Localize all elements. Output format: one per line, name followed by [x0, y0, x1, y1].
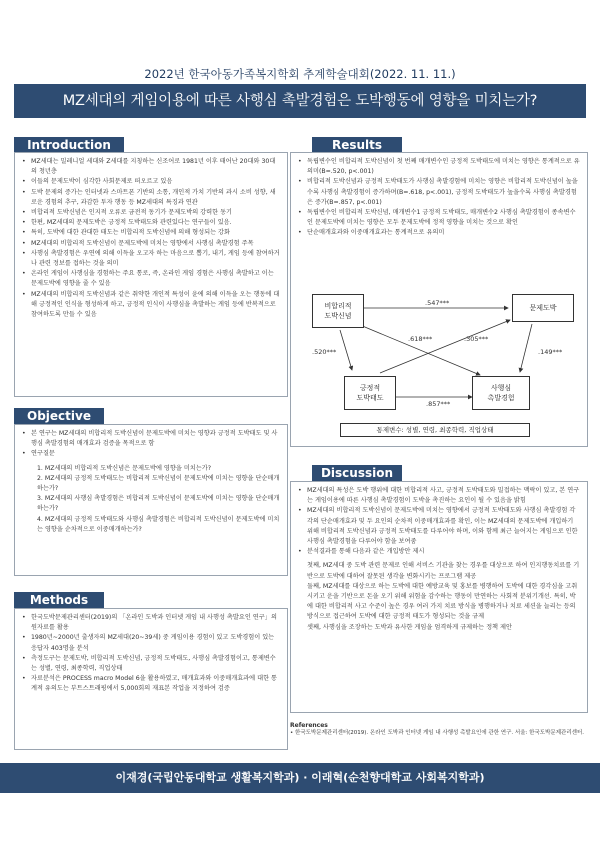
- objective-list: [15, 425, 287, 464]
- list-item: • 비합리적 도박신념과 긍정적 도박태도가 사행심 촉발경험에 미치는 영향은 비합리적 도박신념이 높을수록 사행심 촉발경험이 증가하며(B=.618, p<.001), 긍정적 도박태도가 높을수록 사행심 촉발경험은 증가(B=.857, p<.001): [307, 177, 581, 208]
- control-variables: 통제변수: 성별, 연령, 최종학력, 직업상태: [340, 423, 530, 437]
- coef-label: .520***: [312, 348, 337, 356]
- discussion-sub: [291, 561, 587, 632]
- conference-info: 2022년 한국아동가족복지학회 추계학술대회(2022. 11. 11.): [144, 67, 456, 81]
- list-item: • 이들의 문제도박이 심각한 사회문제로 떠오르고 있음: [31, 177, 281, 187]
- research-questions: [15, 464, 287, 535]
- node-gambling-experience: 사행심 촉발경험: [472, 376, 530, 410]
- objective-box: [14, 424, 288, 576]
- discussion-list: [291, 482, 587, 561]
- references-heading: References: [290, 722, 328, 729]
- list-item: • 단순매개효과와 이중매개효과는 통계적으로 유의미: [307, 228, 581, 238]
- list-item: • MZ세대는 밀레니얼 세대와 Z세대를 지칭하는 신조어로 1981년 이후 태어난 20대와 30대의 청년층: [31, 157, 281, 177]
- research-question: 4. MZ세대의 긍정적 도박태도와 사행심 촉발경험은 비합리적 도박신념이 문제도박에 미치는 영향을 순차적으로 이중매개하는가?: [37, 515, 280, 533]
- coef-label: .547***: [425, 299, 450, 307]
- list-item: • 독립변수인 비합리적 도박신념, 매개변수1 긍정적 도박태도, 매개변수2 사행심 촉발경험이 종속변수인 문제도박에 미치는 영향은 모두 문제도박에 정적 영향을 미치는 것으로 확인: [307, 208, 581, 228]
- reference-item: • 한국도박문제관리센터(2019). 온라인 도박과 인터넷 게임 내 사행성 촉발요인에 관한 연구. 서울: 한국도박문제관리센터.: [290, 729, 585, 736]
- introduction-list: [15, 153, 287, 324]
- arrow-irrational-gambling: [360, 325, 480, 375]
- discussion-sub-item: 첫째, MZ세대 중 도박 관련 문제로 인해 서비스 기관을 찾는 경우를 대상으로 하여 인지행동치료를 기반으로 도박에 대하여 잘못된 생각을 변화시키는 프로그램 제공: [307, 562, 580, 580]
- discussion-sub-item: 둘째, MZ세대를 대상으로 하는 도박에 대한 예방교육 및 홍보를 병행하여 도박에 대한 경각심을 고취시키고 운을 기반으로 돈을 오기 위해 위험을 감수하는 행동이 만연하는 사회적 분위기개선. 특히, 박에 대한 비합리적 사고 수준이 높은 경우 여러 가지 치료 방식을 병행하거나 치료 세션을 늘리는 등의 방식으로 접근하여 도박에 대한 긍정적 태도가 형성되는 것을 규제: [307, 582, 578, 621]
- results-list: [291, 153, 587, 243]
- list-item: • 특히, 도박에 대한 관대한 태도는 비합리적 도박신념에 의해 형성되는 강화: [31, 228, 281, 238]
- arrow-positive-problem: [380, 320, 510, 373]
- methods-box: [14, 608, 288, 750]
- methods-list: [15, 609, 287, 699]
- research-question: 2. MZ세대의 긍정적 도박태도는 비합리적 도박신념이 문제도박에 미치는 영향을 단순매개하는가?: [37, 474, 280, 493]
- list-item: • 한국도박문제관리센터(2019)의 「온라인 도박과 인터넷 게임 내 사행성 촉발요인 연구」의 원자료를 활용: [31, 613, 281, 633]
- discussion-sub-item: 셋째, 사행심을 조장하는 도박과 유사한 게임을 엄격하게 규제하는 정책 제안: [307, 623, 512, 631]
- references: [290, 722, 590, 737]
- mediation-diagram: [300, 280, 582, 445]
- list-item: • MZ세대의 비합리적 도박신념과 같은 취약한 개인적 특성이 윤에 의해 이득을 오는 행동에 대해 긍정적인 인식을 형성하게 하고, 긍정적 인식이 사행심을 촉발하는 게임 등에 반복적으로 참여하도록 만들 수 있음: [31, 290, 281, 321]
- coef-label: .305***: [464, 335, 489, 343]
- introduction-box: [14, 152, 288, 397]
- node-irrational-belief: 비합리적 도박신념: [312, 294, 364, 328]
- list-item: • MZ세대의 비합리적 도박신념이 문제도박에 미치는 영향에서 사행심 촉발경험 주목: [31, 239, 281, 249]
- list-item: • 온라인 게임이 사행심을 경험하는 주요 통로, 즉, 온라인 게임 경험은 사행심 촉발하고 이는 문제도박에 영향을 줄 수 있음: [31, 269, 281, 289]
- list-item: • MZ세대의 특성은 도박 행위에 대한 비합리적 사고, 긍정적 도박태도와 밀접하는 맥락이 있고, 본 연구는 게임이용에 따른 사행심 촉발경험이 도박을 촉진하는 요인이 될 수 있음을 밝힘: [307, 486, 581, 506]
- objective-heading: Objective: [14, 408, 104, 425]
- list-item: • 측정도구는 문제도박, 비합리적 도박신념, 긍정적 도박태도, 사행심 촉발경험이고, 통제변수는 성별, 연령, 최종학력, 직업상태: [31, 654, 281, 674]
- discussion-box: [290, 481, 588, 713]
- arrow-gambling-problem-line: [520, 324, 532, 372]
- list-item: • 분석결과를 통해 다음과 같은 개입방안 제시: [307, 547, 581, 557]
- list-item: • 비합리적 도박신념은 인지적 오류로 금전적 동기가 문제도박의 강력한 동기: [31, 208, 281, 218]
- discussion-heading: Discussion: [312, 465, 402, 482]
- research-question: 1. MZ세대의 비합리적 도박신념은 문제도박에 영향을 미치는가?: [37, 464, 212, 472]
- methods-heading: Methods: [14, 592, 104, 609]
- list-item: • 독립변수인 비합리적 도박신념이 첫 번째 매개변수인 긍정적 도박태도에 미치는 영향은 통계적으로 유의미(B=.520, p<.001): [307, 157, 581, 177]
- list-item: • 1980년~2000년 출생자의 MZ세대(20~39세) 중 게임이용 경험이 있고 도박경험이 있는 응답자 403명을 분석: [31, 633, 281, 653]
- node-positive-attitude: 긍정적 도박태도: [344, 376, 396, 410]
- list-item: • 도박 문제의 증가는 인터넷과 스마트폰 기반의 소통, 개인적 가치 기반의 과시 소비 성향, 새로운 경험의 추구, 과감한 투자 행동 등 MZ세대의 특징과 연관: [31, 188, 281, 208]
- list-item: • 자료분석은 PROCESS macro Model 6을 활용하였고, 매개효과와 이중매개효과에 대한 통계적 유의도는 부트스트래핑에서 5,000회의 재표본 작업을 지정하여 검증: [31, 674, 281, 694]
- research-question: 3. MZ세대의 사행심 촉발경험은 비합리적 도박신념이 문제도박에 미치는 영향을 단순매개하는가?: [37, 495, 280, 513]
- list-item: • 한편, MZ세대의 문제도박은 긍정적 도박태도와 관련있다는 연구들이 있음.: [31, 218, 281, 228]
- coef-label: .857***: [426, 400, 451, 408]
- list-item: • MZ세대의 비합리적 도박신념이 문제도박에 미치는 영향에서 긍정적 도박태도와 사행심 촉발경험 각각의 단순매개효과 및 두 요인의 순차적 이중매개효과를 확인, 이는 MZ세대의 문제도박에 개입하기 위해 비합리적 도박신념과 긍정적 도박태도를 다루어야 하며, 이와 함께 최근 늘어지는 게임으로 인한 사행심 촉발경험을 다루어야 함을 보여줌: [307, 506, 581, 547]
- introduction-heading: Introduction: [14, 137, 124, 154]
- results-heading: Results: [312, 137, 402, 154]
- objective-item: • 본 연구는 MZ세대의 비합리적 도박신념이 문제도박에 미치는 영향과 긍정적 도박태도 및 사행심 촉발경험의 매개효과 검증을 목적으로 함: [31, 429, 281, 449]
- coef-label: .149***: [538, 348, 563, 356]
- objective-item: • 연구질문: [31, 449, 281, 459]
- node-problem-gambling: 문제도박: [512, 294, 574, 322]
- list-item: • 사행심 촉발경험은 우연에 의해 이득을 오고자 하는 마음으로 뽑기, 내기, 게임 등에 참여하거나 관련 정보를 접하는 것을 의미: [31, 249, 281, 269]
- coef-label: .618***: [408, 335, 433, 343]
- poster-title: MZ세대의 게임이용에 따른 사행심 촉발경험은 도박행동에 영향을 미치는가?: [14, 84, 586, 118]
- authors-footer: 이재경(국립안동대학교 생활복지학과) · 이래혁(순천향대학교 사회복지학과): [0, 763, 600, 793]
- arrow-irrational-positive: [340, 330, 352, 370]
